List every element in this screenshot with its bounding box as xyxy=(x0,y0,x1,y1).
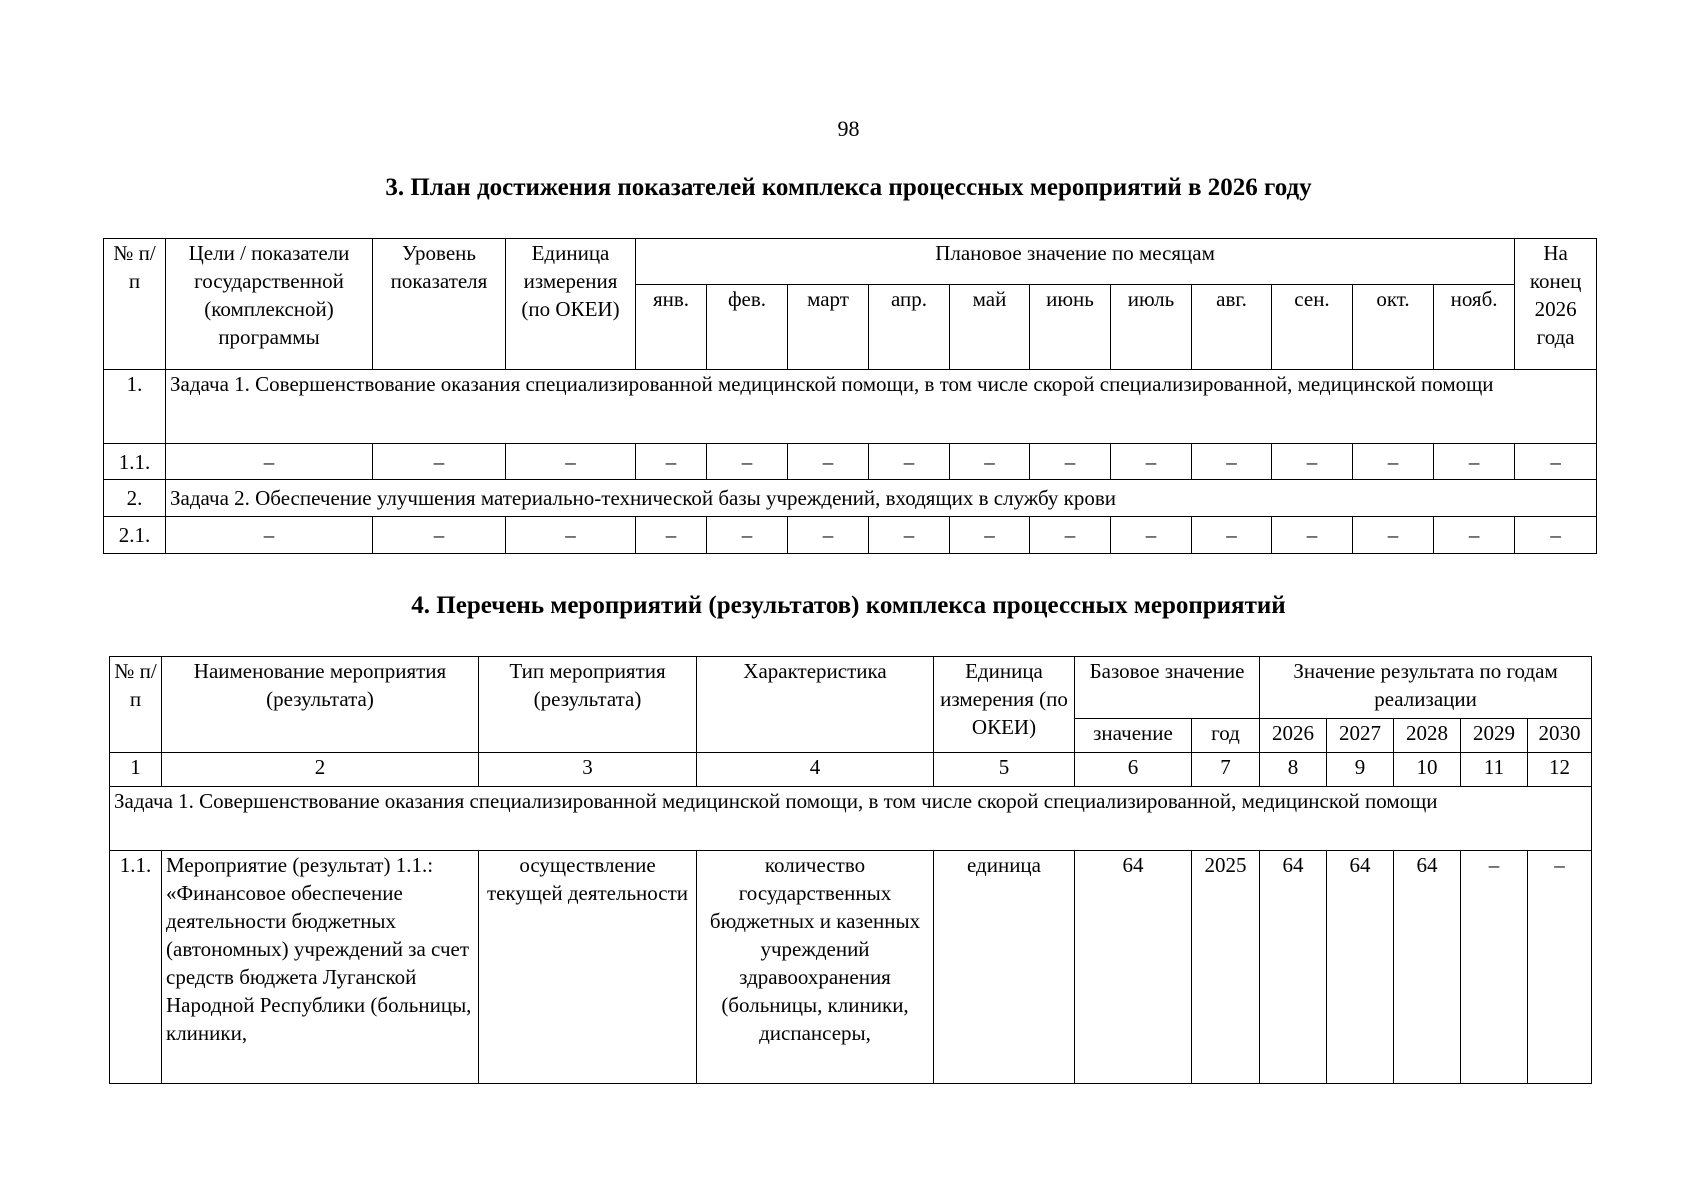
year-header: 2028 xyxy=(1394,719,1461,753)
column-number: 2 xyxy=(162,753,479,787)
page-number: 98 xyxy=(837,116,860,141)
column-number: 3 xyxy=(479,753,697,787)
col-header-goals: Цели / показатели государственной (комплексной) программы xyxy=(166,239,373,370)
month-header: июль xyxy=(1111,285,1192,370)
table-cell: – xyxy=(1111,517,1192,554)
col-header-level: Уровень показателя xyxy=(373,239,506,370)
row-number: 1.1. xyxy=(110,851,162,1084)
year-value: – xyxy=(1528,851,1592,1084)
table-cell: – xyxy=(950,517,1030,554)
indicators-plan-table xyxy=(103,238,1597,554)
table-header-row xyxy=(104,239,1597,285)
section-4-title: 4. Перечень мероприятий (результатов) комплекса процессных мероприятий xyxy=(411,592,1286,619)
month-header: янв. xyxy=(636,285,707,370)
col-header-name: Наименование мероприятия (результата) xyxy=(162,657,479,753)
table-cell: – xyxy=(1030,444,1111,480)
column-number: 1 xyxy=(110,753,162,787)
table-cell: – xyxy=(1272,517,1353,554)
col-header-end-of-year: На конец 2026 года xyxy=(1515,239,1597,370)
base-year: 2025 xyxy=(1192,851,1260,1084)
column-number: 10 xyxy=(1394,753,1461,787)
month-header: авг. xyxy=(1192,285,1272,370)
column-number: 8 xyxy=(1260,753,1327,787)
table-cell: – xyxy=(636,517,707,554)
table-cell: – xyxy=(1353,517,1434,554)
table-cell: – xyxy=(1353,444,1434,480)
year-header: 2030 xyxy=(1528,719,1592,753)
table-cell: – xyxy=(166,517,373,554)
table-cell: – xyxy=(166,444,373,480)
task-row xyxy=(104,480,1597,517)
col-header-planned: Плановое значение по месяцам xyxy=(636,239,1515,285)
table-cell: – xyxy=(1192,517,1272,554)
col-header-base: Базовое значение xyxy=(1075,657,1260,719)
column-number: 9 xyxy=(1327,753,1394,787)
table-cell: – xyxy=(1515,517,1597,554)
month-header: март xyxy=(788,285,869,370)
month-header: май xyxy=(950,285,1030,370)
month-header: июнь xyxy=(1030,285,1111,370)
col-header-base-value: значение xyxy=(1075,719,1192,753)
col-header-num: № п/п xyxy=(104,239,166,370)
month-header: окт. xyxy=(1353,285,1434,370)
section-3-title: 3. План достижения показателей комплекса процессных мероприятий в 2026 году xyxy=(385,174,1312,201)
year-value: 64 xyxy=(1327,851,1394,1084)
col-header-unit: Единица измерения (по ОКЕИ) xyxy=(934,657,1075,753)
table-cell: – xyxy=(1434,517,1515,554)
col-header-type: Тип мероприятия (результата) xyxy=(479,657,697,753)
column-number: 5 xyxy=(934,753,1075,787)
year-header: 2027 xyxy=(1327,719,1394,753)
month-header: апр. xyxy=(869,285,950,370)
table-cell: – xyxy=(707,444,788,480)
task-row xyxy=(110,787,1592,851)
table-cell: – xyxy=(869,517,950,554)
column-number-row xyxy=(110,753,1592,787)
row-number: 2. xyxy=(104,480,166,517)
column-number: 4 xyxy=(697,753,934,787)
table-cell: – xyxy=(506,444,636,480)
table-cell: – xyxy=(1515,444,1597,480)
table-row xyxy=(104,517,1597,554)
measures-list-table xyxy=(109,656,1592,1084)
table-cell: – xyxy=(950,444,1030,480)
year-value: 64 xyxy=(1260,851,1327,1084)
base-value: 64 xyxy=(1075,851,1192,1084)
measure-characteristic: количество государственных бюджетных и казенных учреждений здравоохранения (больницы, клиники, диспансеры, xyxy=(697,851,934,1084)
measure-unit: единица xyxy=(934,851,1075,1084)
row-number: 2.1. xyxy=(104,517,166,554)
task-text: Задача 1. Совершенствование оказания специализированной медицинской помощи, в том числе скорой специализированной, медицинской помощи xyxy=(166,370,1597,444)
year-header: 2029 xyxy=(1461,719,1528,753)
table-cell: – xyxy=(1434,444,1515,480)
table-cell: – xyxy=(707,517,788,554)
table-cell: – xyxy=(1030,517,1111,554)
table-cell: – xyxy=(373,517,506,554)
column-number: 6 xyxy=(1075,753,1192,787)
month-header: нояб. xyxy=(1434,285,1515,370)
col-header-num: № п/п xyxy=(110,657,162,753)
table-cell: – xyxy=(788,517,869,554)
column-number: 12 xyxy=(1528,753,1592,787)
year-value: 64 xyxy=(1394,851,1461,1084)
table-header-row xyxy=(110,657,1592,719)
column-number: 11 xyxy=(1461,753,1528,787)
measure-type: осуществление текущей деятельности xyxy=(479,851,697,1084)
table-cell: – xyxy=(636,444,707,480)
table-cell: – xyxy=(788,444,869,480)
col-header-result: Значение результата по годам реализации xyxy=(1260,657,1592,719)
year-header: 2026 xyxy=(1260,719,1327,753)
month-header: сен. xyxy=(1272,285,1353,370)
table-cell: – xyxy=(1272,444,1353,480)
task-row xyxy=(104,370,1597,444)
col-header-base-year: год xyxy=(1192,719,1260,753)
row-number: 1.1. xyxy=(104,444,166,480)
month-header: фев. xyxy=(707,285,788,370)
table-cell: – xyxy=(869,444,950,480)
table-row xyxy=(110,851,1592,1084)
column-number: 7 xyxy=(1192,753,1260,787)
measure-name: Мероприятие (результат) 1.1.: «Финансовое обеспечение деятельности бюджетных (автономных) учреждений за счет средств бюджета Луганской Народной Республики (больницы, клиники, xyxy=(162,851,479,1084)
year-value: – xyxy=(1461,851,1528,1084)
table-cell: – xyxy=(373,444,506,480)
table-cell: – xyxy=(506,517,636,554)
col-header-unit: Единица измерения (по ОКЕИ) xyxy=(506,239,636,370)
table-cell: – xyxy=(1111,444,1192,480)
table-cell: – xyxy=(1192,444,1272,480)
table-row xyxy=(104,444,1597,480)
task-text: Задача 2. Обеспечение улучшения материально-технической базы учреждений, входящих в службу крови xyxy=(166,480,1597,517)
row-number: 1. xyxy=(104,370,166,444)
task-text: Задача 1. Совершенствование оказания специализированной медицинской помощи, в том числе скорой специализированной, медицинской помощи xyxy=(110,787,1592,851)
col-header-characteristic: Характеристика xyxy=(697,657,934,753)
